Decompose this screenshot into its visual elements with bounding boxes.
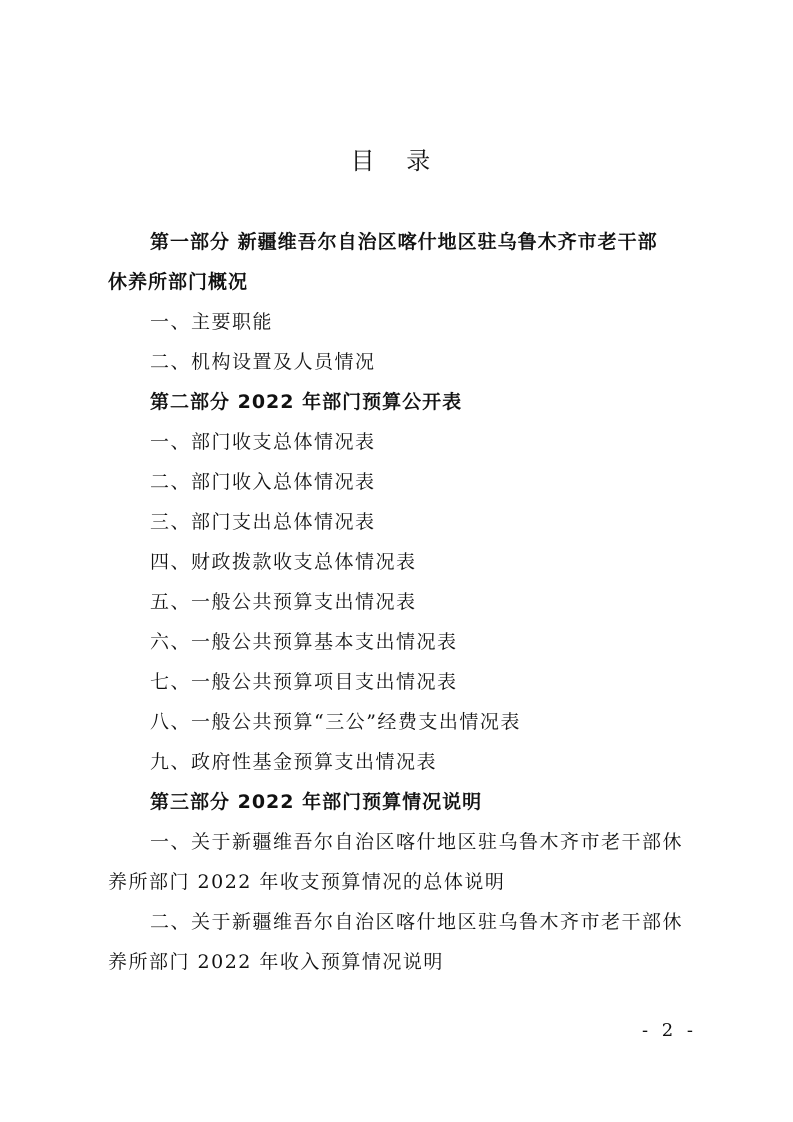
part3-heading: 第三部分 2022 年部门预算情况说明 xyxy=(150,791,483,813)
page-title: 目 录 xyxy=(350,147,443,175)
part2-heading: 第二部分 2022 年部门预算公开表 xyxy=(150,391,463,413)
toc-item: 六、一般公共预算基本支出情况表 xyxy=(150,631,458,653)
toc-item: 七、一般公共预算项目支出情况表 xyxy=(150,671,458,693)
toc-item-continuation: 养所部门 2022 年收入预算情况说明 xyxy=(108,951,444,973)
toc-item: 一、部门收支总体情况表 xyxy=(150,431,376,453)
toc-item-continuation: 养所部门 2022 年收支预算情况的总体说明 xyxy=(108,871,506,893)
toc-item: 四、财政拨款收支总体情况表 xyxy=(150,551,417,573)
toc-item: 一、关于新疆维吾尔自治区喀什地区驻乌鲁木齐市老干部休 xyxy=(150,831,684,853)
part1-heading-line1: 第一部分 新疆维吾尔自治区喀什地区驻乌鲁木齐市老干部 xyxy=(150,231,658,253)
toc-item: 三、部门支出总体情况表 xyxy=(150,511,376,533)
table-of-contents xyxy=(108,222,708,982)
toc-item: 九、政府性基金预算支出情况表 xyxy=(150,751,438,773)
toc-item: 二、关于新疆维吾尔自治区喀什地区驻乌鲁木齐市老干部休 xyxy=(150,911,684,933)
toc-item: 一、主要职能 xyxy=(150,311,274,333)
toc-item: 二、机构设置及人员情况 xyxy=(150,351,376,373)
toc-item: 二、部门收入总体情况表 xyxy=(150,471,376,493)
part1-heading-line2: 休养所部门概况 xyxy=(108,271,249,293)
toc-item: 五、一般公共预算支出情况表 xyxy=(150,591,417,613)
page-number: - 2 - xyxy=(641,1020,697,1041)
toc-item: 八、一般公共预算“三公”经费支出情况表 xyxy=(150,711,521,733)
